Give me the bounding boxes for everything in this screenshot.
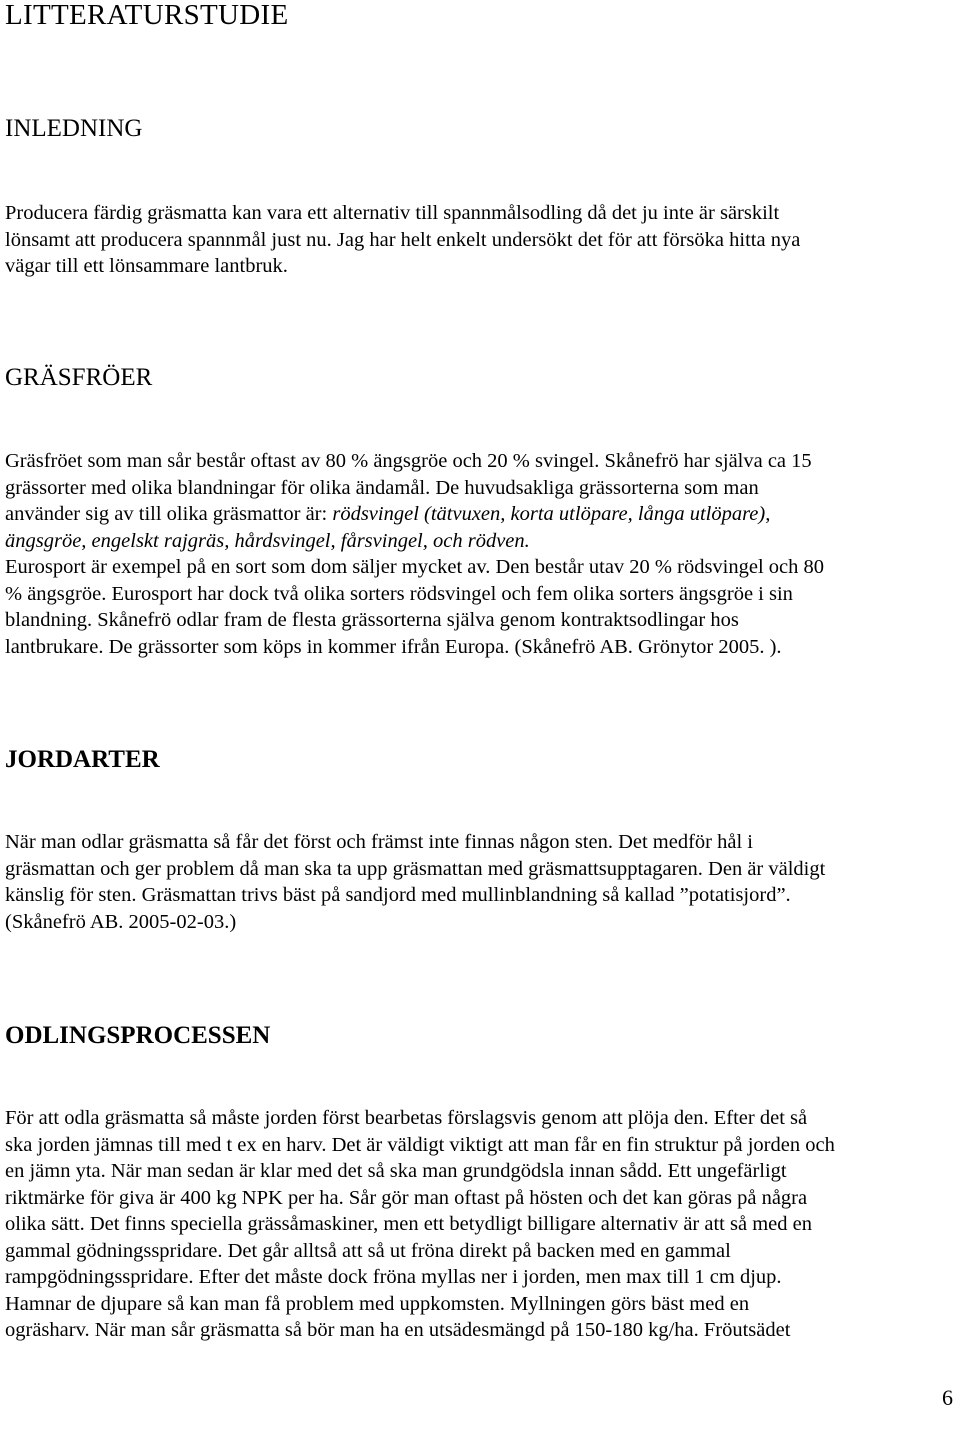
document-title: LITTERATURSTUDIE <box>5 0 289 31</box>
text-line: Producera färdig gräsmatta kan vara ett alternativ till spannmålsodling då det ju inte är särskilt <box>5 202 780 224</box>
text-line: När man odlar gräsmatta så får det först och främst inte finnas någon sten. Det medför hål i <box>5 831 753 853</box>
paragraph-jordarter <box>5 829 955 935</box>
text-line: vägar till ett lönsammare lantbruk. <box>5 255 288 277</box>
text-line: gammal gödningsspridare. Det går alltså att så ut fröna direkt på backen med en gammal <box>5 1239 731 1262</box>
section-heading-odlingsprocessen: ODLINGSPROCESSEN <box>5 1022 271 1049</box>
italic-grass-varieties: rödsvingel (tätvuxen, korta utlöpare, långa utlöpare), <box>332 503 771 525</box>
text-line: % ängsgröe. Eurosport har dock två olika sorters rödsvingel och fem olika sorters ängsgröe i sin <box>5 582 793 605</box>
text-line: gräsmattan och ger problem då man ska ta upp gräsmattan med gräsmattsupptagaren. Den är väldigt <box>5 857 826 880</box>
text-line: olika sätt. Det finns speciella grässåmaskiner, men ett betydligt billigare alternativ är att så med en <box>5 1213 812 1235</box>
paragraph-odlingsprocessen <box>5 1105 955 1344</box>
text-line <box>5 528 955 555</box>
section-heading-jordarter: JORDARTER <box>5 746 160 773</box>
paragraph-inledning <box>5 200 955 280</box>
italic-grass-varieties: ängsgröe, engelskt rajgräs, hårdsvingel, fårsvingel, och rödven. <box>5 529 530 552</box>
text-line <box>5 501 955 528</box>
text-line: känslig för sten. Gräsmattan trivs bäst på sandjord med mullinblandning så kallad ”potatisjord”. <box>5 884 791 906</box>
text-line: Eurosport är exempel på en sort som dom säljer mycket av. Den består utav 20 % rödsvingel och 80 <box>5 556 825 578</box>
text-line: blandning. Skånefrö odlar fram de flesta grässorterna själva genom kontraktsodlingar hos <box>5 609 739 631</box>
section-heading-inledning: INLEDNING <box>5 115 143 142</box>
page-number: 6 <box>942 1385 953 1410</box>
text-line: rampgödningsspridare. Efter det måste dock fröna myllas ner i jorden, men max till 1 cm djup. <box>5 1266 782 1288</box>
text-line: lantbrukare. De grässorter som köps in kommer ifrån Europa. (Skånefrö AB. Grönytor 2005. ). <box>5 635 782 658</box>
text-line: lönsamt att producera spannmål just nu. Jag har helt enkelt undersökt det för att försöka hitta nya <box>5 228 801 251</box>
text-line: en jämn yta. När man sedan är klar med det så ska man grundgödsla innan sådd. Ett ungefärligt <box>5 1160 787 1182</box>
text-line: (Skånefrö AB. 2005-02-03.) <box>5 910 237 933</box>
text-run: använder sig av till olika gräsmattor är: <box>5 503 333 525</box>
paragraph-grasfroer <box>5 448 955 660</box>
text-line: Gräsfröet som man sår består oftast av 80 % ängsgröe och 20 % svingel. Skånefrö har själva ca 15 <box>5 450 812 472</box>
text-line: riktmärke för giva är 400 kg NPK per ha. Sår gör man oftast på hösten och det kan göras på några <box>5 1186 808 1209</box>
text-line: ska jorden jämnas till med t ex en harv. Det är väldigt viktigt att man får en fin struktur på jorden och <box>5 1133 835 1156</box>
text-line: Hamnar de djupare så kan man få problem med uppkomsten. Myllningen görs bäst med en <box>5 1292 750 1315</box>
section-heading-grasfroer: GRÄSFRÖER <box>5 364 153 391</box>
text-line: grässorter med olika blandningar för olika ändamål. De huvudsakliga grässorterna som man <box>5 476 759 499</box>
text-line: För att odla gräsmatta så måste jorden först bearbetas förslagsvis genom att plöja den. Efter det så <box>5 1107 808 1129</box>
text-line: ogräsharv. När man sår gräsmatta så bör man ha en utsädesmängd på 150-180 kg/ha. Fröutsädet <box>5 1319 791 1341</box>
